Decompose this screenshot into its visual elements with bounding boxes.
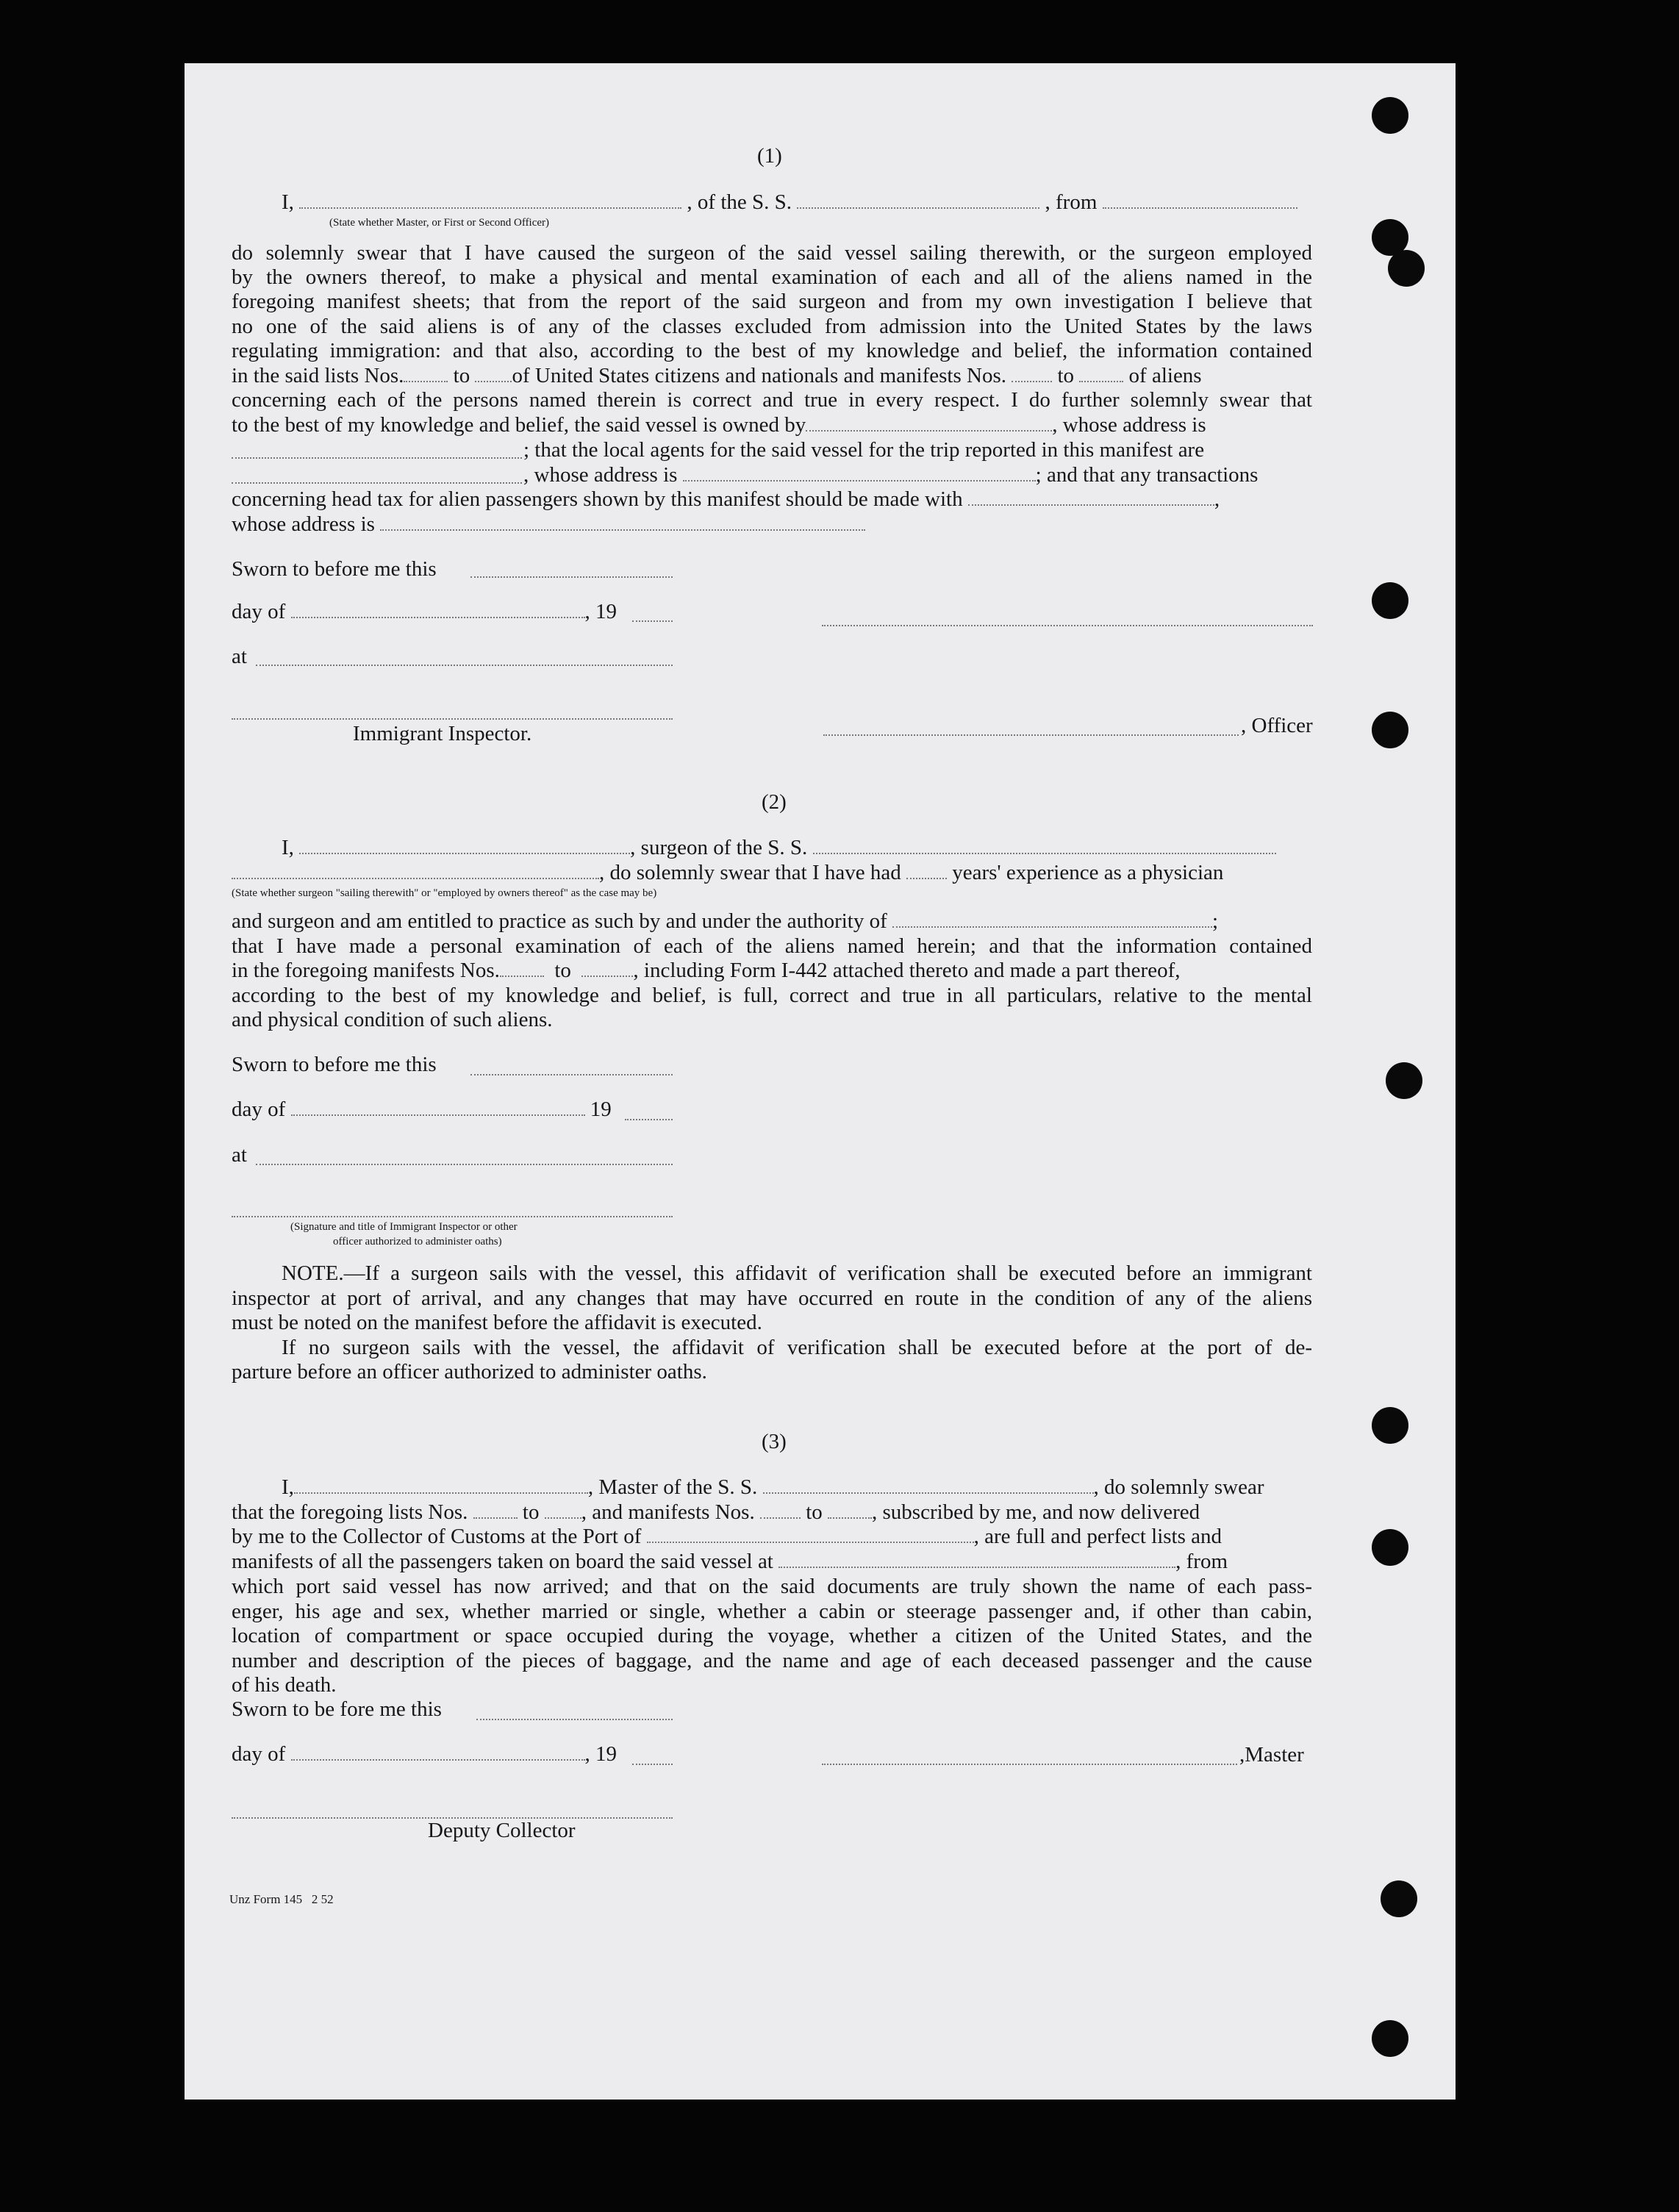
sec3-first-line — [282, 1475, 1264, 1500]
from-label: , from — [1175, 1550, 1228, 1573]
signature-note-2: officer authorized to administer oaths) — [333, 1236, 502, 1248]
sec2-at: at — [232, 1143, 247, 1167]
list-to-field[interactable] — [545, 1500, 581, 1519]
sec3-text-line: of his death. — [232, 1673, 337, 1697]
manifest-from-field[interactable] — [760, 1500, 801, 1519]
manifest-from-field[interactable] — [500, 958, 544, 977]
inspector-signature-field[interactable] — [232, 717, 673, 720]
comma: , — [1214, 487, 1220, 511]
delivered-label: , subscribed by me, and now delivered — [872, 1500, 1200, 1524]
owner-address-field[interactable] — [232, 456, 522, 459]
sec1-officer-note: (State whether Master, or First or Second Officer) — [329, 217, 550, 229]
sec3-boarded-line — [232, 1549, 1228, 1574]
agents-field[interactable] — [232, 481, 522, 484]
list-from-field[interactable] — [404, 363, 448, 382]
port-field[interactable] — [647, 1524, 974, 1543]
form-number: Unz Form 145 2 52 — [229, 1892, 334, 1906]
sec1-of-ss: , of the S. S. — [687, 190, 792, 214]
sec2-text-line: that I have made a personal examination of each of the aliens named herein; and that the information contained — [232, 934, 1312, 958]
sec3-text-line: number and description of the pieces of baggage, and the name and age of each deceased passenger and the cause — [232, 1649, 1312, 1672]
vessel-field[interactable] — [813, 835, 1276, 854]
semicolon: ; — [1212, 909, 1219, 933]
sec3-text-line: which port said vessel has now arrived; and that on the said documents are truly shown the name of each pass- — [232, 1575, 1312, 1598]
owner-field[interactable] — [806, 412, 1052, 432]
sec3-master-label: ,Master — [1239, 1743, 1304, 1767]
sec1-text-line: by the owners thereof, to make a physical and mental examination of each and all of the aliens named in the — [232, 265, 1312, 289]
section-2-number: (2) — [762, 790, 787, 814]
sec3-lists-line — [232, 1500, 1312, 1525]
surgeon-label: , surgeon of the S. S. — [630, 836, 808, 859]
note-line: NOTE.—If a surgeon sails with the vessel, this affidavit of verification shall be executed before an immigrant — [282, 1261, 1312, 1285]
sec3-i: I, — [282, 1475, 294, 1499]
sec1-at: at — [232, 645, 247, 668]
sec1-text-line: no one of the said aliens is of any of the classes excluded from admission into the United States by the laws — [232, 315, 1312, 338]
punch-hole — [1372, 582, 1408, 619]
punch-hole — [1386, 1062, 1422, 1099]
sec2-i: I, — [282, 836, 294, 859]
manifest-to-field[interactable] — [581, 958, 633, 977]
address-label: , whose address is — [1052, 413, 1206, 437]
address-label: , whose address is — [523, 463, 678, 487]
sec1-inspector-label: Immigrant Inspector. — [353, 722, 532, 745]
port-label: by me to the Collector of Customs at the Port of — [232, 1525, 642, 1548]
years-field[interactable] — [906, 860, 947, 879]
surgeon-name-field[interactable] — [299, 835, 630, 854]
sec3-deputy-label: Deputy Collector — [428, 1819, 576, 1842]
name-field[interactable] — [299, 190, 681, 209]
punch-hole — [1372, 97, 1408, 134]
sec2-sworn: Sworn to before me this — [232, 1053, 437, 1076]
boarded-label: manifests of all the passengers taken on board the said vessel at — [232, 1550, 773, 1573]
swear-label: , do solemnly swear that I have had — [599, 861, 901, 884]
lists-perfect-label: , are full and perfect lists and — [973, 1525, 1222, 1548]
sec2-text-line: and physical condition of such aliens. — [232, 1008, 553, 1031]
sworn-day-field[interactable] — [476, 1717, 673, 1720]
sec2-dayof — [232, 1097, 612, 1122]
sec1-address-line — [232, 512, 865, 537]
sec1-dayof — [232, 599, 617, 624]
to-label: to — [522, 1500, 540, 1524]
sec1-headtax-line — [232, 487, 1220, 512]
sec2-text-line: according to the best of my knowledge and belief, is full, correct and true in all particulars, relative to the mental — [232, 984, 1312, 1007]
aliens-label: of aliens — [1128, 364, 1202, 387]
sec1-i: I, — [282, 190, 294, 214]
manifests-label: , and manifests Nos. — [581, 1500, 755, 1524]
note-line: must be noted on the manifest before the affidavit is executed. — [232, 1311, 762, 1334]
headtax-label: concerning head tax for alien passengers shown by this manifest should be made with — [232, 487, 963, 511]
sec1-sworn: Sworn to before me this — [232, 557, 437, 581]
sec1-text-line: regulating immigration: and that also, according to the best of my knowledge and belief, the information contained — [232, 339, 1312, 362]
dayof-label: day of — [232, 1742, 286, 1766]
sec3-dayof — [232, 1742, 617, 1767]
sec2-second-line — [232, 860, 1223, 885]
address-label: whose address is — [232, 512, 375, 536]
master-signature-field[interactable] — [822, 1762, 1237, 1765]
authority-label: and surgeon and am entitled to practice as such by and under the authority of — [232, 909, 887, 933]
sec1-from: , from — [1045, 190, 1098, 214]
sec2-manifests-line — [232, 958, 1312, 983]
year-label: , 19 — [584, 600, 617, 623]
sec1-lists-label: in the said lists Nos. — [232, 364, 404, 387]
agents-address-field[interactable] — [683, 462, 1036, 482]
manifests-label: in the foregoing manifests Nos. — [232, 959, 500, 982]
vessel-field[interactable] — [763, 1475, 1094, 1494]
punch-hole — [1388, 250, 1425, 287]
sec1-text-line: foregoing manifest sheets; that from the report of the said surgeon and from my own investigation I believe that — [232, 290, 1312, 313]
punch-hole — [1372, 2020, 1408, 2057]
owner-label: to the best of my knowledge and belief, the said vessel is owned by — [232, 413, 806, 437]
punch-hole — [1372, 1529, 1408, 1566]
manifest-from-field[interactable] — [1012, 363, 1052, 382]
month-field[interactable] — [291, 1097, 585, 1116]
headtax-address-field[interactable] — [380, 512, 865, 531]
surgeon-status-field[interactable] — [232, 860, 599, 879]
sec1-text-line: concerning each of the persons named therein is correct and true in every respect. I do further solemnly swear that — [232, 388, 1312, 412]
to-label: to — [453, 364, 470, 387]
sec1-manifests-label: of United States citizens and nationals and manifests Nos. — [512, 364, 1006, 387]
year-field[interactable] — [632, 1762, 673, 1765]
section-3-number: (3) — [762, 1430, 787, 1453]
form-label: , including Form I-442 attached thereto and made a part thereof, — [633, 959, 1181, 982]
sec1-owner-line — [232, 412, 1206, 437]
master-name-field[interactable] — [294, 1475, 588, 1494]
year-label: , 19 — [584, 1742, 617, 1766]
dayof-label: day of — [232, 1098, 286, 1121]
sec3-sworn: Sworn to be fore me this — [232, 1697, 442, 1721]
dayof-label: day of — [232, 600, 286, 623]
sec3-text-line: enger, his age and sex, whether married or single, whether a cabin or steerage passenger and, if other than cabin, — [232, 1600, 1312, 1623]
note-line: parture before an officer authorized to administer oaths. — [232, 1360, 707, 1384]
place-field[interactable] — [256, 1162, 673, 1165]
sec1-agents-line: ; that the local agents for the said vessel for the trip reported in this manifest are — [523, 438, 1205, 462]
headtax-field[interactable] — [968, 487, 1214, 506]
punch-hole — [1381, 1880, 1417, 1917]
authority-field[interactable] — [892, 909, 1212, 928]
manifest-to-field[interactable] — [828, 1500, 872, 1519]
master-label: , Master of the S. S. — [587, 1475, 758, 1499]
officer-signature-field[interactable] — [822, 623, 1313, 626]
sec3-text-line: location of compartment or space occupied during the voyage, whether a citizen of the United States, and the — [232, 1624, 1312, 1647]
sec1-first-line — [282, 190, 1297, 215]
to-label: to — [1057, 364, 1075, 387]
to-label: to — [554, 959, 571, 982]
sworn-day-field[interactable] — [470, 575, 673, 578]
sec2-surgeon-note: (State whether surgeon "sailing therewith" or "employed by owners thereof" as the case may be) — [232, 887, 657, 899]
list-from-field[interactable] — [473, 1500, 518, 1519]
signature-note-1: (Signature and title of Immigrant Inspector or other — [290, 1221, 518, 1233]
sec1-lists-line — [232, 363, 1312, 388]
sec1-agents-address-line — [523, 462, 1258, 487]
month-field[interactable] — [291, 1742, 585, 1761]
transactions-label: ; and that any transactions — [1035, 463, 1259, 487]
list-to-field[interactable] — [475, 363, 512, 382]
year-field[interactable] — [625, 1117, 673, 1120]
manifest-to-field[interactable] — [1079, 363, 1123, 382]
section-1-number: (1) — [757, 144, 782, 168]
years-label: years' experience as a physician — [952, 861, 1224, 884]
punch-hole — [1372, 712, 1408, 748]
note-line: If no surgeon sails with the vessel, the affidavit of verification shall be executed before at the port of de- — [282, 1336, 1312, 1359]
sec1-officer-label: , Officer — [1241, 714, 1313, 737]
sworn-day-field[interactable] — [470, 1073, 673, 1075]
lists-label: that the foregoing lists Nos. — [232, 1500, 468, 1524]
year-label: 19 — [590, 1098, 612, 1121]
place-field[interactable] — [256, 663, 673, 666]
month-field[interactable] — [291, 599, 585, 618]
boarded-port-field[interactable] — [778, 1549, 1175, 1568]
sec1-text-line: do solemnly swear that I have caused the surgeon of the said vessel sailing therewith, or the surgeon employed — [232, 241, 1312, 265]
officer-name-field[interactable] — [823, 733, 1239, 736]
sec2-authority-line — [232, 909, 1218, 934]
inspector-signature-field[interactable] — [232, 1214, 673, 1217]
vessel-field[interactable] — [797, 190, 1039, 209]
note-line: inspector at port of arrival, and any changes that may have occurred en route in the condition of any of the aliens — [232, 1286, 1312, 1310]
from-field[interactable] — [1103, 190, 1297, 209]
swear-label: , do solemnly swear — [1093, 1475, 1264, 1499]
year-field[interactable] — [632, 619, 673, 622]
punch-hole — [1372, 1407, 1408, 1444]
sec2-first-line — [282, 835, 1276, 860]
to-label: to — [806, 1500, 823, 1524]
sec3-port-line — [232, 1524, 1222, 1549]
